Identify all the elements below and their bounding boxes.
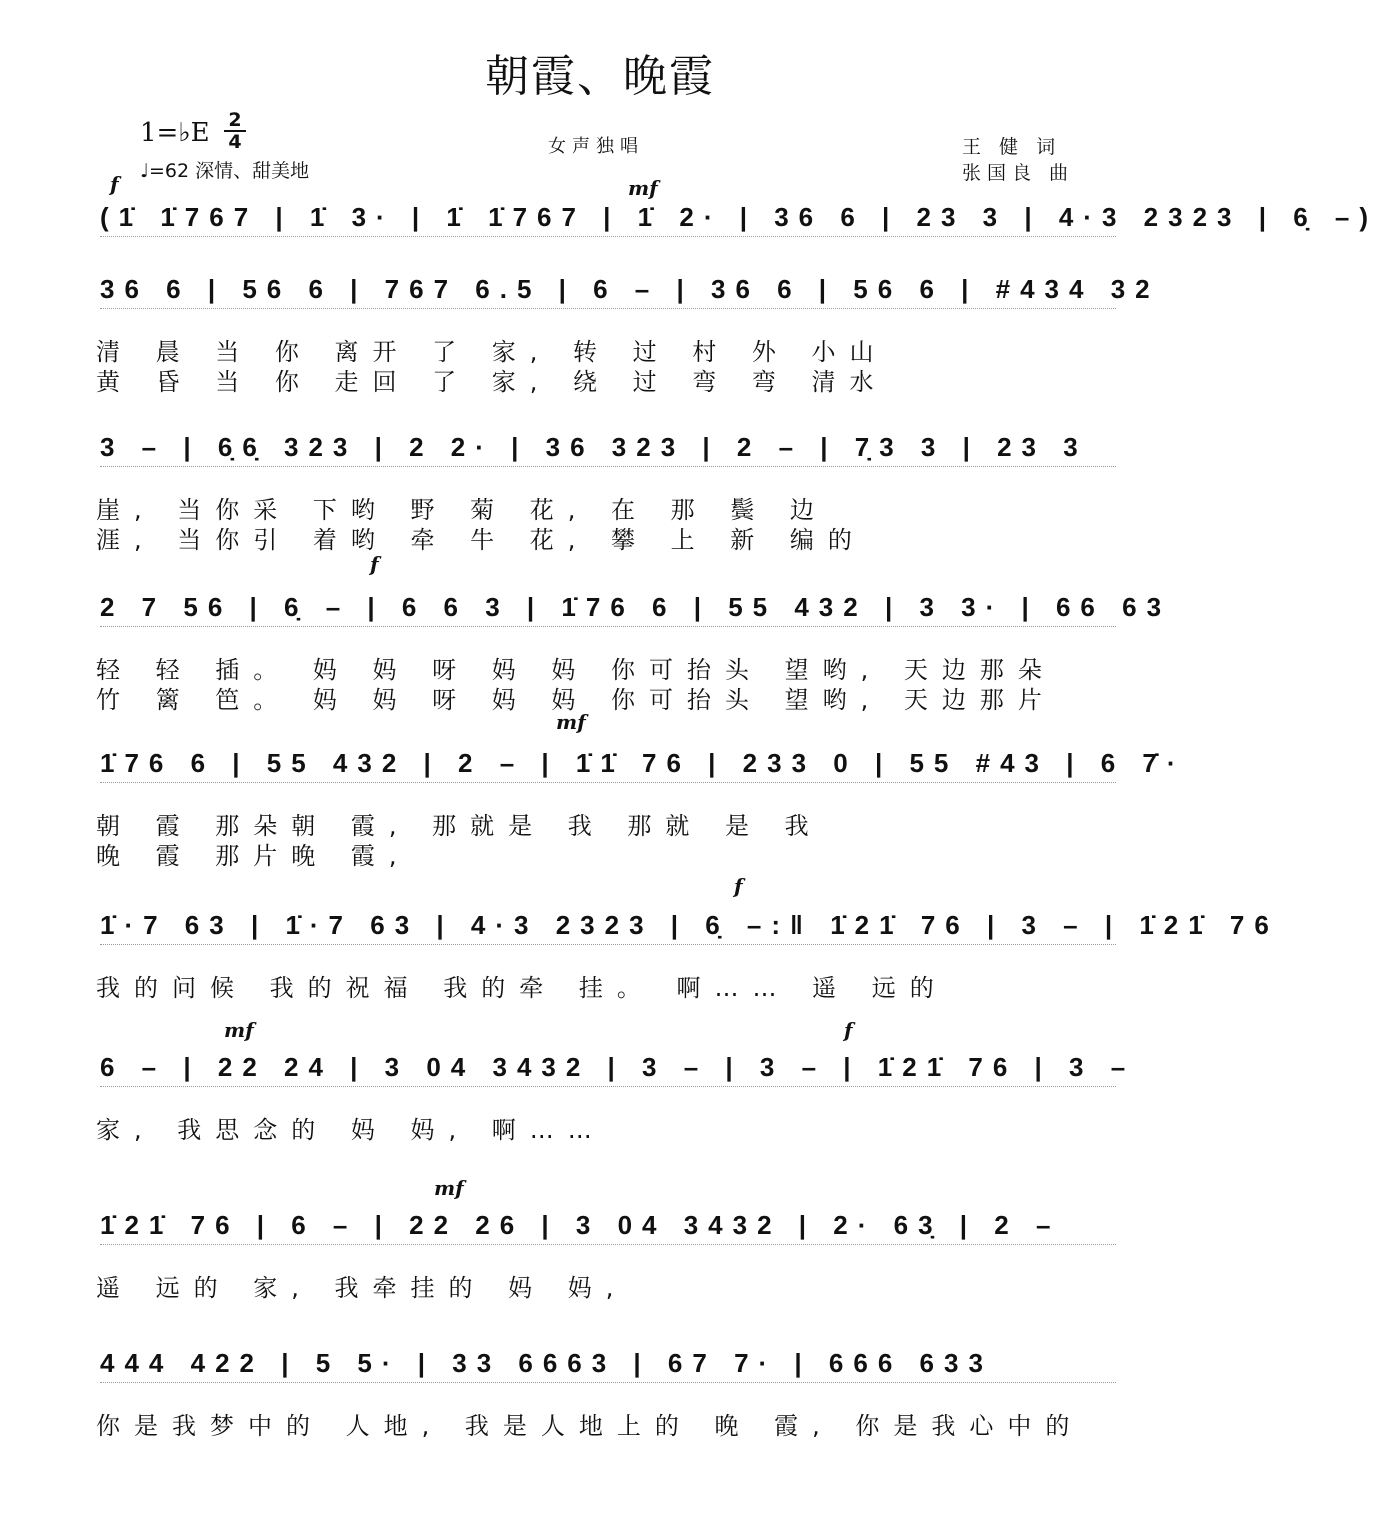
dynamic-mark: mf	[556, 710, 586, 734]
beam-line	[100, 944, 1116, 945]
key-signature: 1=♭E	[140, 118, 210, 148]
notation-row: 6 – | 22 24 | 3 04 3432 | 3 – | 3 – | 1̇21̇ 76 | 3 –	[100, 1052, 1136, 1082]
dynamic-mark: f	[734, 874, 743, 898]
notation-row: 2 7 56 | 6̣ – | 6 6 3 | 1̇76 6 | 55 432 | 3 3· | 66 63	[100, 592, 1172, 622]
dynamic-mark: mf	[224, 1018, 254, 1042]
beam-line	[100, 782, 1116, 783]
beam-line	[100, 626, 1116, 627]
score-line	[0, 552, 1200, 740]
score-line	[0, 1176, 1200, 1358]
notation-row: 1̇·7 63 | 1̇·7 63 | 4·3 2323 | 6̣ –:‖ 1̇21̇ 76 | 3 – | 1̇21̇ 76	[100, 910, 1279, 940]
notation-row: 36 6 | 56 6 | 767 6.5 | 6 – | 36 6 | 56 6 | #434 32	[100, 274, 1160, 304]
score-line	[0, 710, 1200, 896]
dynamic-mark: mf	[628, 176, 658, 200]
lyric-verse-1: 轻 轻 插。 妈 妈 呀 妈 妈 你可抬头 望哟, 天边那朵	[96, 656, 1056, 684]
notation-row: 1̇21̇ 76 | 6 – | 22 26 | 3 04 3432 | 2· 63̣ | 2 –	[100, 1210, 1061, 1240]
lyric-verse-1: 崖, 当你采 下哟 野 菊 花, 在 那 鬓 边	[96, 496, 828, 524]
score-line	[0, 1018, 1200, 1200]
time-signature	[224, 110, 246, 152]
notation-row: (1̇ 1̇767 | 1̇ 3· | 1̇ 1̇767 | 1̇ 2· | 36 6 | 23 3 | 4·3 2323 | 6̣ –)	[100, 202, 1378, 232]
lyric-verse-1: 家, 我思念的 妈 妈, 啊……	[96, 1116, 606, 1144]
beam-line	[100, 1244, 1116, 1245]
composer-credit: 张国良 曲	[962, 162, 1075, 184]
lyric-verse-2: 涯, 当你引 着哟 牵 牛 花, 攀 上 新 编的	[96, 526, 866, 554]
lyric-verse-1: 我的问候 我的祝福 我的牵 挂。 啊…… 遥 远的	[96, 974, 948, 1002]
score-line	[0, 262, 1200, 422]
notation-row: 444 422 | 5 5· | 33 6663 | 67 7· | 666 633	[100, 1348, 993, 1378]
lyric-verse-1: 遥 远的 家, 我牵挂的 妈 妈,	[96, 1274, 628, 1302]
lyric-verse-1: 清 晨 当 你 离开 了 家, 转 过 村 外 小山	[96, 338, 888, 366]
dynamic-mark: mf	[434, 1176, 464, 1200]
notation-row: 3 – | 6̣6̣ 323 | 2 2· | 36 323 | 2 – | 7̣3 3 | 23 3	[100, 432, 1088, 462]
lyricist-credit: 王 健 词	[962, 136, 1062, 158]
lyric-verse-1: 朝 霞 那朵朝 霞, 那就是 我 那就 是 我	[96, 812, 823, 840]
notation-row: 1̇76 6 | 55 432 | 2 – | 1̇1̇ 76 | 233 0 | 55 #43 | 6 7̇·	[100, 748, 1186, 778]
beam-line	[100, 236, 1116, 237]
beam-line	[100, 466, 1116, 467]
score-line	[0, 874, 1279, 1058]
dynamic-mark: f	[370, 552, 379, 576]
performance-note: 女声独唱	[548, 136, 644, 157]
lyric-verse-2: 黄 昏 当 你 走回 了 家, 绕 过 弯 弯 清水	[96, 368, 888, 396]
dynamic-mark: f	[110, 172, 119, 196]
lyric-verse-1: 你是我梦中的 人地, 我是人地上的 晚 霞, 你是我心中的	[96, 1412, 1084, 1440]
time-sig-bottom: 4	[224, 130, 246, 152]
dynamic-mark: f	[844, 1018, 853, 1042]
beam-line	[100, 1086, 1116, 1087]
tempo-marking: ♩=62 深情、甜美地	[140, 160, 310, 182]
time-sig-top: 2	[228, 109, 242, 131]
score-line	[0, 420, 1200, 580]
score-title: 朝霞、晚霞	[485, 51, 715, 102]
beam-line	[100, 1382, 1116, 1383]
score-line	[0, 1336, 1200, 1496]
lyric-verse-2: 晚 霞 那片晚 霞,	[96, 842, 411, 870]
lyric-verse-2: 竹 篱 笆。 妈 妈 呀 妈 妈 你可抬头 望哟, 天边那片	[96, 686, 1056, 714]
beam-line	[100, 308, 1116, 309]
